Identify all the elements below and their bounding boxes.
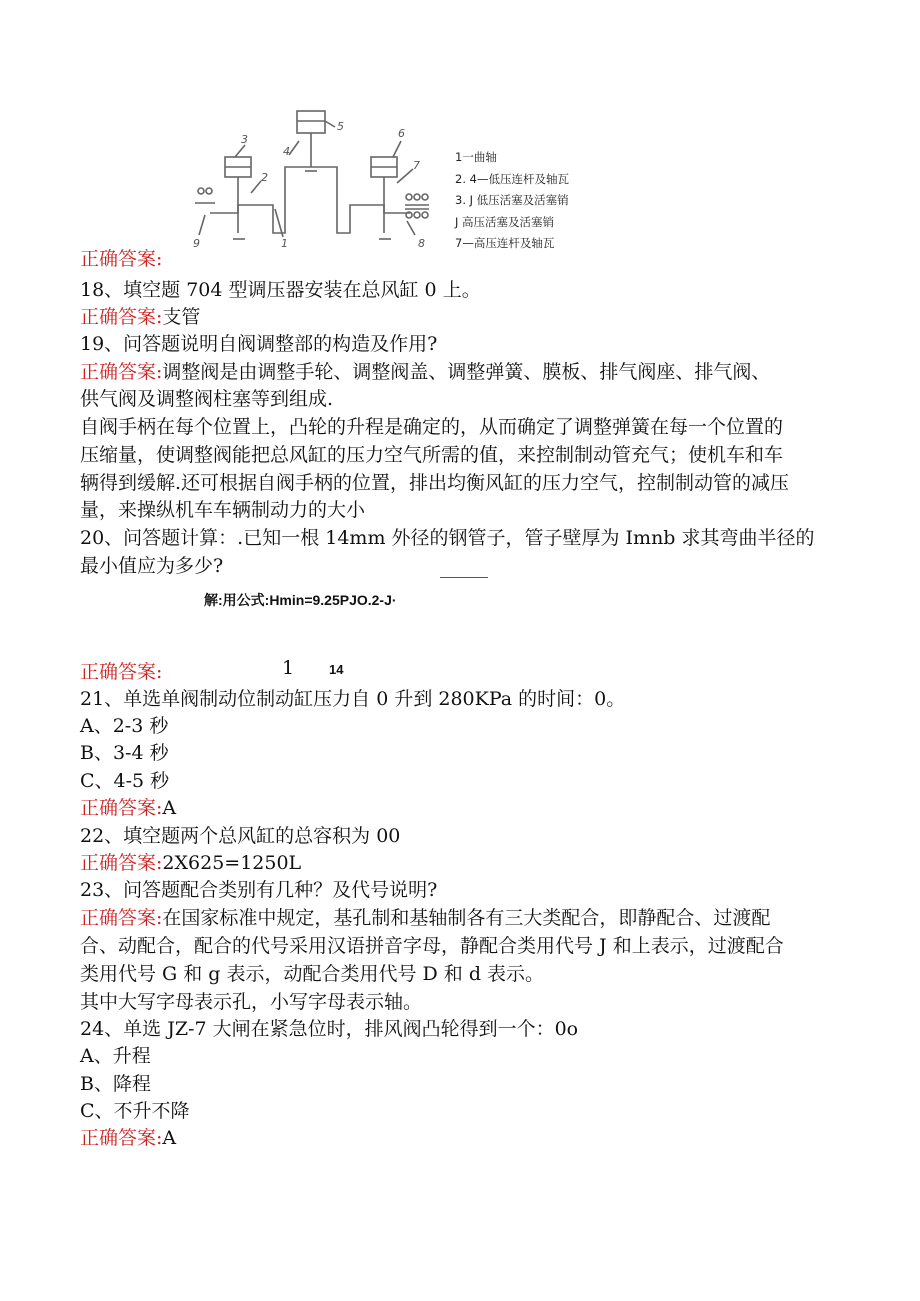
answer-label: 正确答案: — [80, 361, 163, 383]
question-24: 24、单选 JZ-7 大闸在紧急位时，排风阀凸轮得到一个：0o — [80, 1018, 579, 1040]
answer-19-line: 供气阀及调整阀柱塞等到组成. — [80, 388, 334, 410]
answer-text: 在国家标准中规定，基孔制和基轴制各有三大类配合，即静配合、过渡配 — [162, 907, 771, 929]
formula: 解:用公式:Hmin=9.25PJO.2-J· — [204, 592, 397, 608]
center-piston-shape — [297, 111, 325, 133]
label-2: 2 — [261, 171, 268, 184]
label-9: 9 — [193, 237, 200, 250]
diagram-legend — [455, 147, 569, 255]
fraction-value: 14 — [329, 662, 344, 677]
label-1: 1 — [281, 237, 288, 250]
question-23: 23、问答题配合类别有几种？及代号说明? — [80, 879, 438, 901]
answer-label: 正确答案: — [80, 661, 163, 683]
answer-19-line: 自阀手柄在每个位置上，凸轮的升程是确定的，从而确定了调整弹簧在每一个位置的 — [80, 416, 784, 438]
answer-label: 正确答案: — [80, 306, 163, 328]
legend-item: 1一曲轴 — [455, 150, 497, 164]
answer-text: 调整阀是由调整手轮、调整阀盖、调整弹簧、膜板、排气阀座、排气阀、 — [162, 361, 771, 383]
label-5: 5 — [337, 120, 344, 133]
option-a: A、升程 — [80, 1045, 151, 1067]
label-7: 7 — [413, 159, 420, 172]
answer-23-line: 合、动配合，配合的代号采用汉语拼音字母，静配合类用代号 J 和上表示，过渡配合 — [80, 935, 784, 957]
question-22: 22、填空题两个总风缸的总容积为 00 — [80, 825, 401, 847]
label-6: 6 — [398, 127, 405, 140]
option-c: C、4-5 秒 — [80, 770, 170, 792]
answer-label: 正确答案: — [80, 852, 163, 874]
answer-label: 正确答案: — [80, 1127, 163, 1149]
option-b: B、降程 — [80, 1073, 151, 1095]
answer-text: A — [162, 1127, 177, 1149]
answer-label: 正确答案: — [80, 797, 163, 819]
answer-21 — [80, 795, 176, 822]
answer-19 — [80, 359, 770, 386]
answer-text: A — [162, 797, 177, 819]
answer-19-line: 辆得到缓解.还可根据自阀手柄的位置，排出均衡风缸的压力空气，控制制动管的减压 — [80, 472, 790, 494]
answer-23-line: 其中大写字母表示孔，小写字母表示轴。 — [80, 991, 423, 1013]
question-21: 21、单选单阀制动位制动缸压力自 0 升到 280KPa 的时间：0。 — [80, 688, 626, 710]
fraction-numerator: 1 — [282, 657, 295, 679]
option-b: B、3-4 秒 — [80, 742, 169, 764]
legend-item: 2. 4—低压连杆及轴瓦 — [455, 171, 569, 186]
option-a: A、2-3 秒 — [80, 715, 169, 737]
answer-24 — [80, 1125, 176, 1152]
crankshaft-diagram — [185, 105, 455, 255]
legend-item: 3. J 低压活塞及活塞销 — [455, 193, 569, 207]
answer-23-line: 类用代号 G 和 g 表示，动配合类用代号 D 和 d 表示。 — [80, 963, 545, 985]
answer-label: 正确答案: — [80, 907, 163, 929]
answer-23 — [80, 905, 770, 932]
legend-item: 7—高压连杆及轴瓦 — [455, 236, 555, 250]
option-c: C、不升不降 — [80, 1100, 190, 1122]
fraction-bar — [440, 577, 488, 578]
legend-item: J 高压活塞及活塞销 — [455, 214, 555, 229]
answer-19-line: 量，来操纵机车车辆制动力的大小 — [80, 499, 366, 521]
answer-19-line: 压缩量，使调整阀能把总风缸的压力空气所需的值，来控制制动管充气；使机车和车 — [80, 444, 784, 466]
answer-22 — [80, 850, 301, 877]
answer-18 — [80, 304, 200, 331]
question-19: 19、问答题说明自阀调整部的构造及作用? — [80, 333, 438, 355]
question-18: 18、填空题 704 型调压器安装在总风缸 0 上。 — [80, 279, 481, 301]
answer-label: 正确答案: — [80, 248, 163, 270]
question-20: 20、问答题计算：.已知一根 14mm 外径的钢管子，管子壁厚为 Imnb 求其弯曲半径的 — [80, 527, 815, 549]
answer-text: 支管 — [162, 306, 201, 328]
question-20-line: 最小值应为多少? — [80, 555, 224, 577]
answer-text: 2X625=1250L — [162, 852, 302, 874]
label-8: 8 — [418, 237, 425, 250]
label-3: 3 — [241, 133, 248, 146]
label-4: 4 — [283, 145, 290, 158]
